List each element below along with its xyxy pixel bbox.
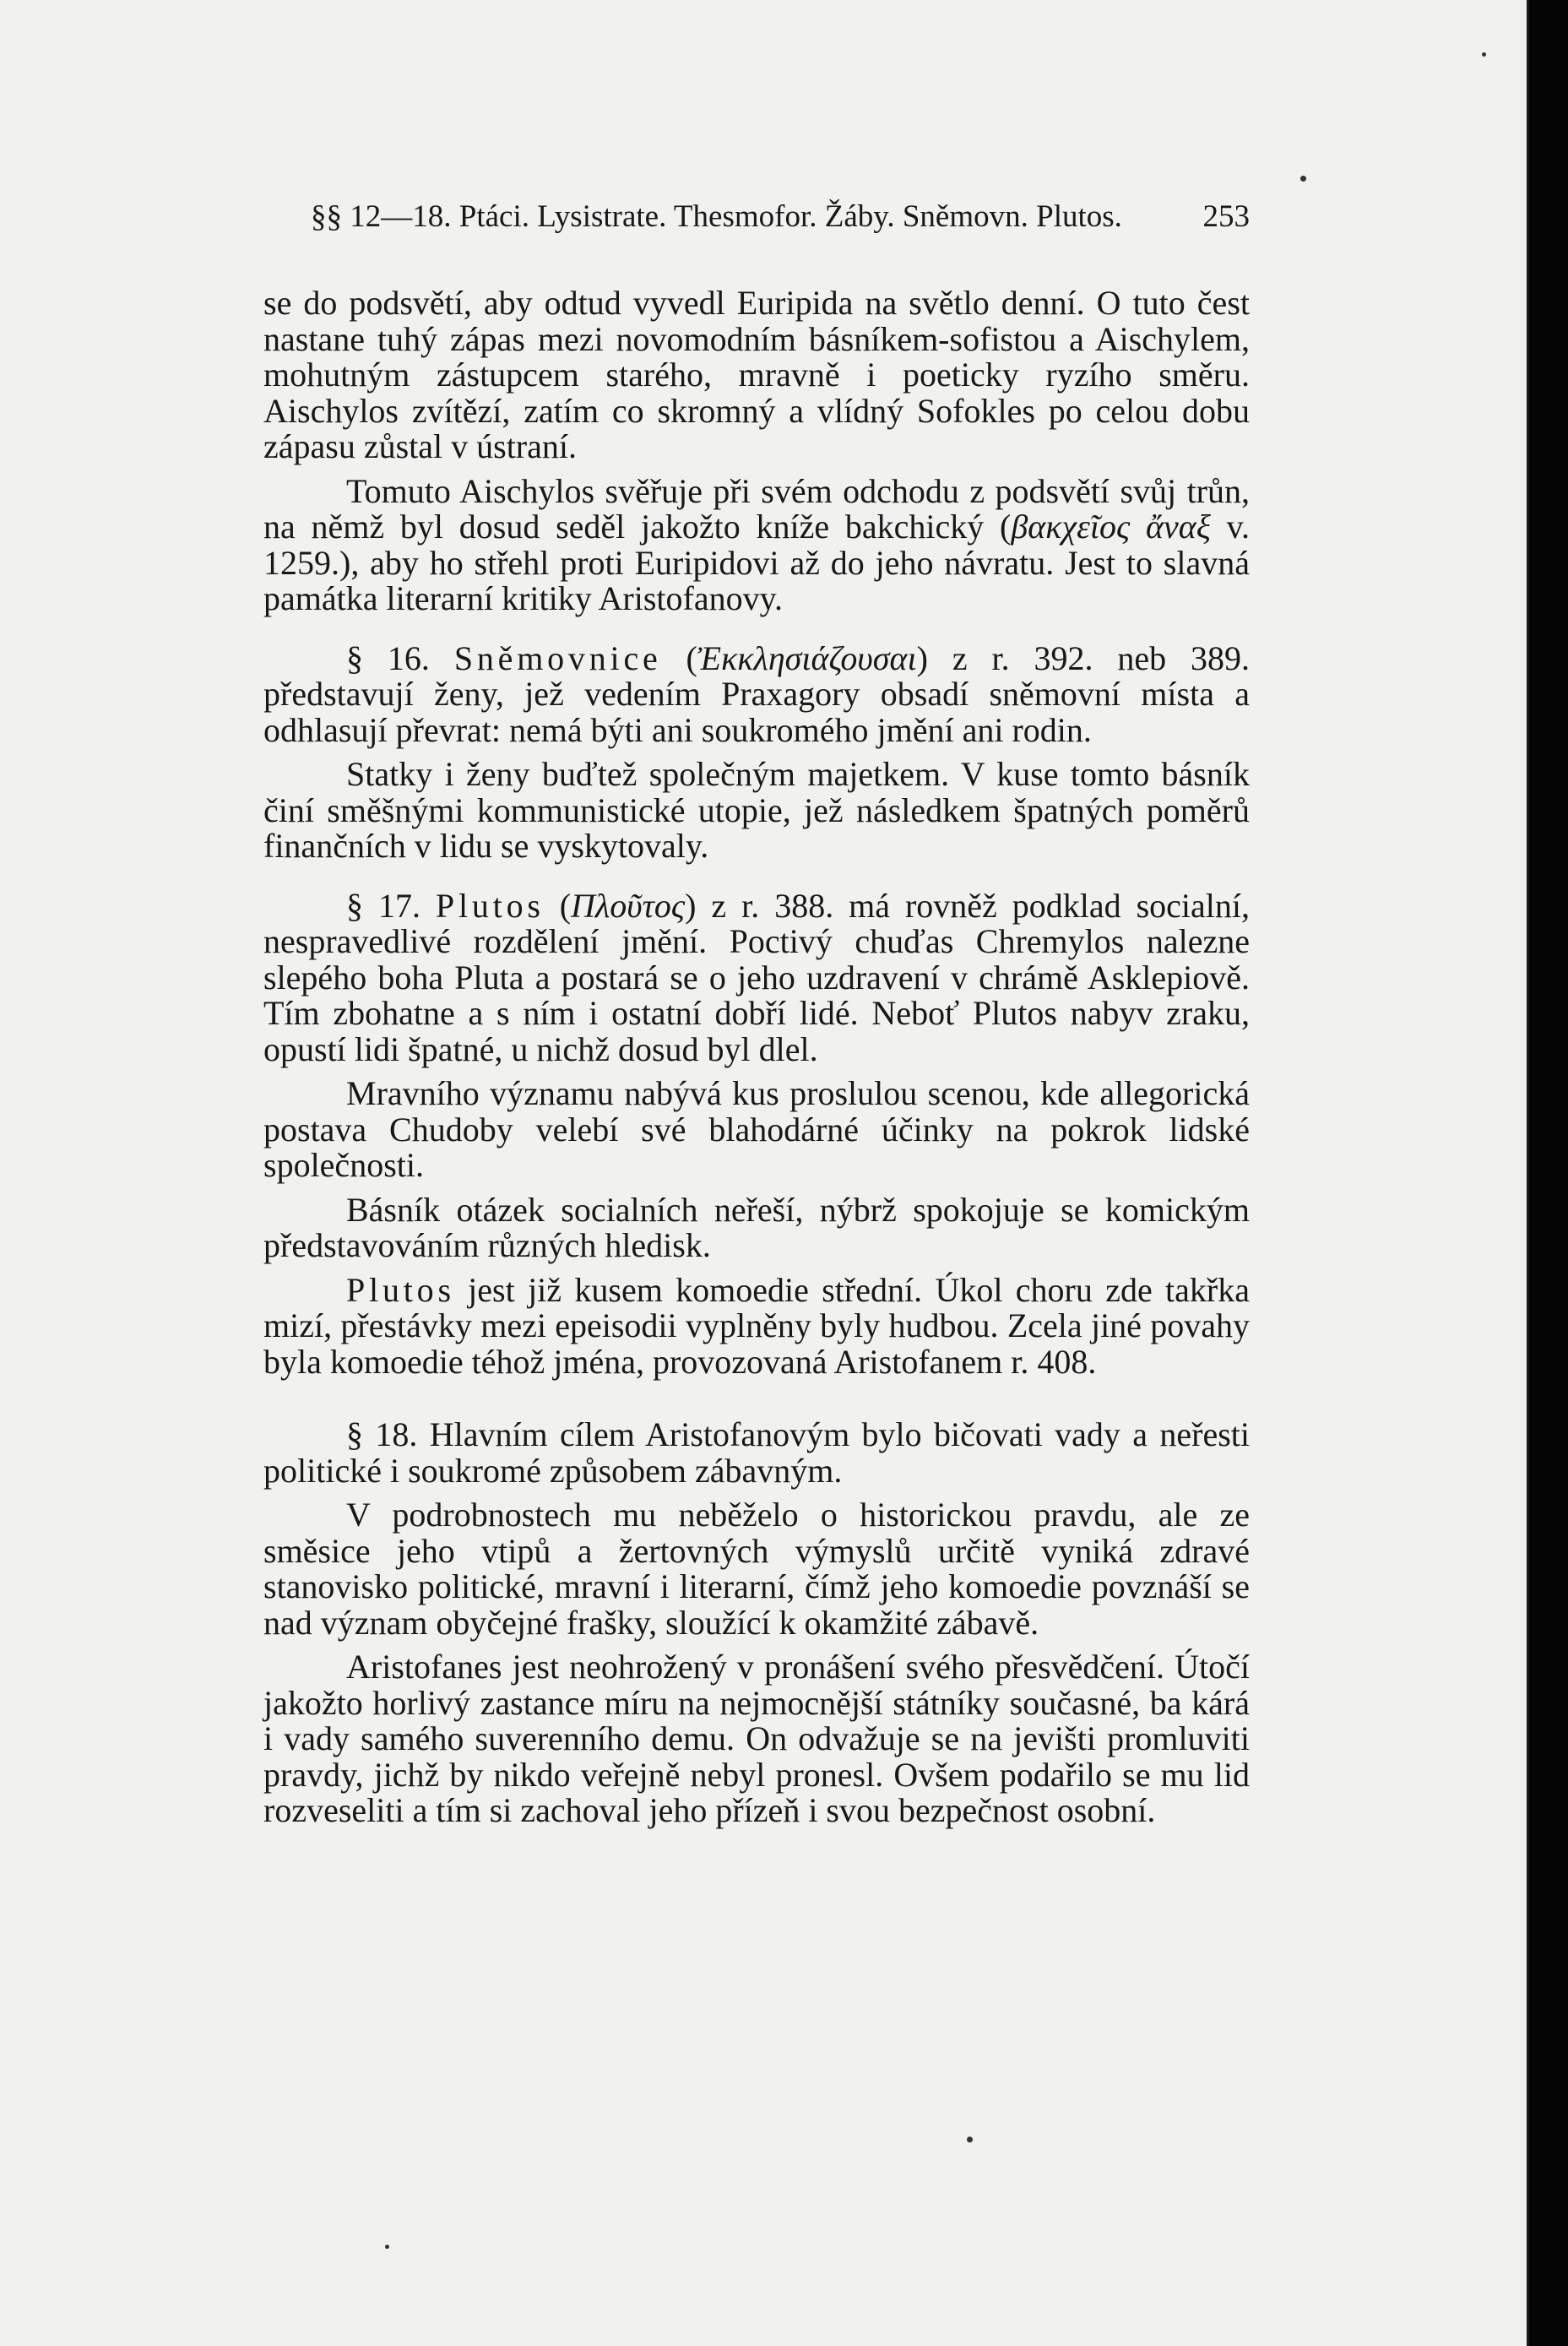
scan-speck	[1300, 176, 1306, 182]
scan-speck	[967, 2137, 973, 2142]
paragraph-basnik	[263, 1192, 1250, 1264]
paragraph-statky	[263, 757, 1250, 865]
play-title: Plutos	[346, 1270, 455, 1309]
header-title: §§ 12—18. Ptáci. Lysistrate. Thesmofor. Žáby. Sněmovn. Plutos.	[311, 199, 1122, 234]
paragraph-aischylos-trun	[263, 471, 1251, 617]
paragraph-text: se do podsvětí, aby odtud vyvedl Euripida na světlo denní. O tuto čest nastane tuhý zápas mezi novomodním básníkem-sofistou a Aischylem, mohutným zástupcem starého, mravně i poeticky ryzího směru. Aischylos zvítězí, zatím co skromný a vlídný Sofokles po celou dobu zápasu zůstal v ústraní.	[263, 284, 1250, 465]
paragraph-text: Mravního významu nabývá kus proslulou scenou, kde allegorická postava Chudoby velebí své blahodárné účinky na pokrok lidské společnosti.	[263, 1074, 1250, 1184]
scan-speck	[385, 2245, 389, 2249]
section-17-plutos	[263, 888, 1250, 1068]
paragraph-text: jest již kusem komoedie střední. Úkol choru zde takřka mizí, přestávky mezi epeisodii vyplněny byly hudbou. Zcela jiné povahy byla komoedie téhož jména, provozovaná Aristofanem r. 408.	[263, 1270, 1250, 1381]
paragraph-text: V podrobnostech mu neběželo o historickou pravdu, ale ze směsice jeho vtipů a žertovných výmyslů určitě vyniká zdravé stanovisko politické, mravní i literarní, čímž jeho komoedie povznáší se nad význam obyčejné frašky, sloužící k okamžité zábavě.	[263, 1496, 1250, 1642]
section-text: ) z r. 388. má rovněž podklad socialní, nespravedlivé rozdělení jmění. Poctivý chuďas Chremylos nalezne slepého boha Pluta a postará se o jeho uzdravení v chrámě Asklepiově. Tím zbohatne a s ním i ostatní dobří lidé. Neboť Plutos nabyv zraku, opustí lidi špatné, u nichž dosud byl dlel.	[263, 886, 1250, 1068]
running-header	[311, 196, 1250, 238]
greek-title: Πλοῦτος	[571, 886, 686, 925]
section-text: ) z r. 392. neb 389. představují ženy, jež vedením Praxagory obsadí sněmovní místa a odhlasují převrat: nemá býti ani soukromého jmění ani rodin.	[263, 638, 1251, 749]
play-title: Plutos	[435, 886, 545, 925]
page-number: 253	[1202, 199, 1250, 234]
open-paren: (	[661, 638, 697, 677]
paragraph-text-a: Tomuto Aischylos svěřuje při svém odchodu z podsvětí svůj trůn, na němž byl dosud seděl jakožto kníže bakchický (	[263, 471, 1250, 546]
paragraph-podrobnosti	[263, 1497, 1250, 1641]
page-body	[263, 285, 1250, 1829]
paragraph-text: Aristofanes jest neohrožený v pronášení svého přesvědčení. Útočí jakožto horlivý zastance míru na nejmocnější státníky současné, ba kárá i vady samého suverenního demu. On odvažuje se na jevišti promluviti pravdy, jichž by nikdo veřejně nebyl pronesl. Ovšem podařilo se mu lid rozveseliti a tím si zachoval jeho přízeň i svou bezpečnost osobní.	[263, 1648, 1250, 1829]
section-text: § 18. Hlavním cílem Aristofanovým bylo bičovati vady a neřesti politické i soukromé způsobem zábavným.	[263, 1415, 1250, 1490]
paragraph-text-b: v. 1259.), aby ho střehl proti Euripidovi až do jeho návratu. Jest to slavná památka literarní kritiky Aristofanovy.	[263, 508, 1251, 617]
open-paren: (	[544, 886, 572, 925]
section-number: § 16.	[346, 638, 430, 677]
paragraph-podsveti	[263, 285, 1250, 465]
section-number: § 17.	[346, 886, 420, 925]
paragraph-plutos-stredni	[263, 1270, 1250, 1381]
section-16-snemovnice	[263, 638, 1251, 749]
section-18	[263, 1417, 1250, 1489]
paragraph-mravniho	[263, 1076, 1250, 1184]
paragraph-aristofanes	[263, 1649, 1250, 1829]
greek-title: Ἐκκλησιάζουσαι	[697, 638, 917, 677]
paragraph-text: Básník otázek socialních neřeší, nýbrž spokojuje se komickým představováním různých hledisk.	[263, 1190, 1250, 1264]
scan-speck	[1482, 52, 1486, 57]
greek-phrase: βακχεῖος ἄναξ	[1011, 508, 1211, 546]
scan-border	[1527, 0, 1568, 2346]
play-title: Sněmovnice	[453, 638, 662, 677]
paragraph-text: Statky i ženy buďtež společným majetkem. V kuse tomto básník činí směšnými kommunistické utopie, jež následkem špatných poměrů finančních v lidu se vyskytovaly.	[263, 755, 1250, 865]
